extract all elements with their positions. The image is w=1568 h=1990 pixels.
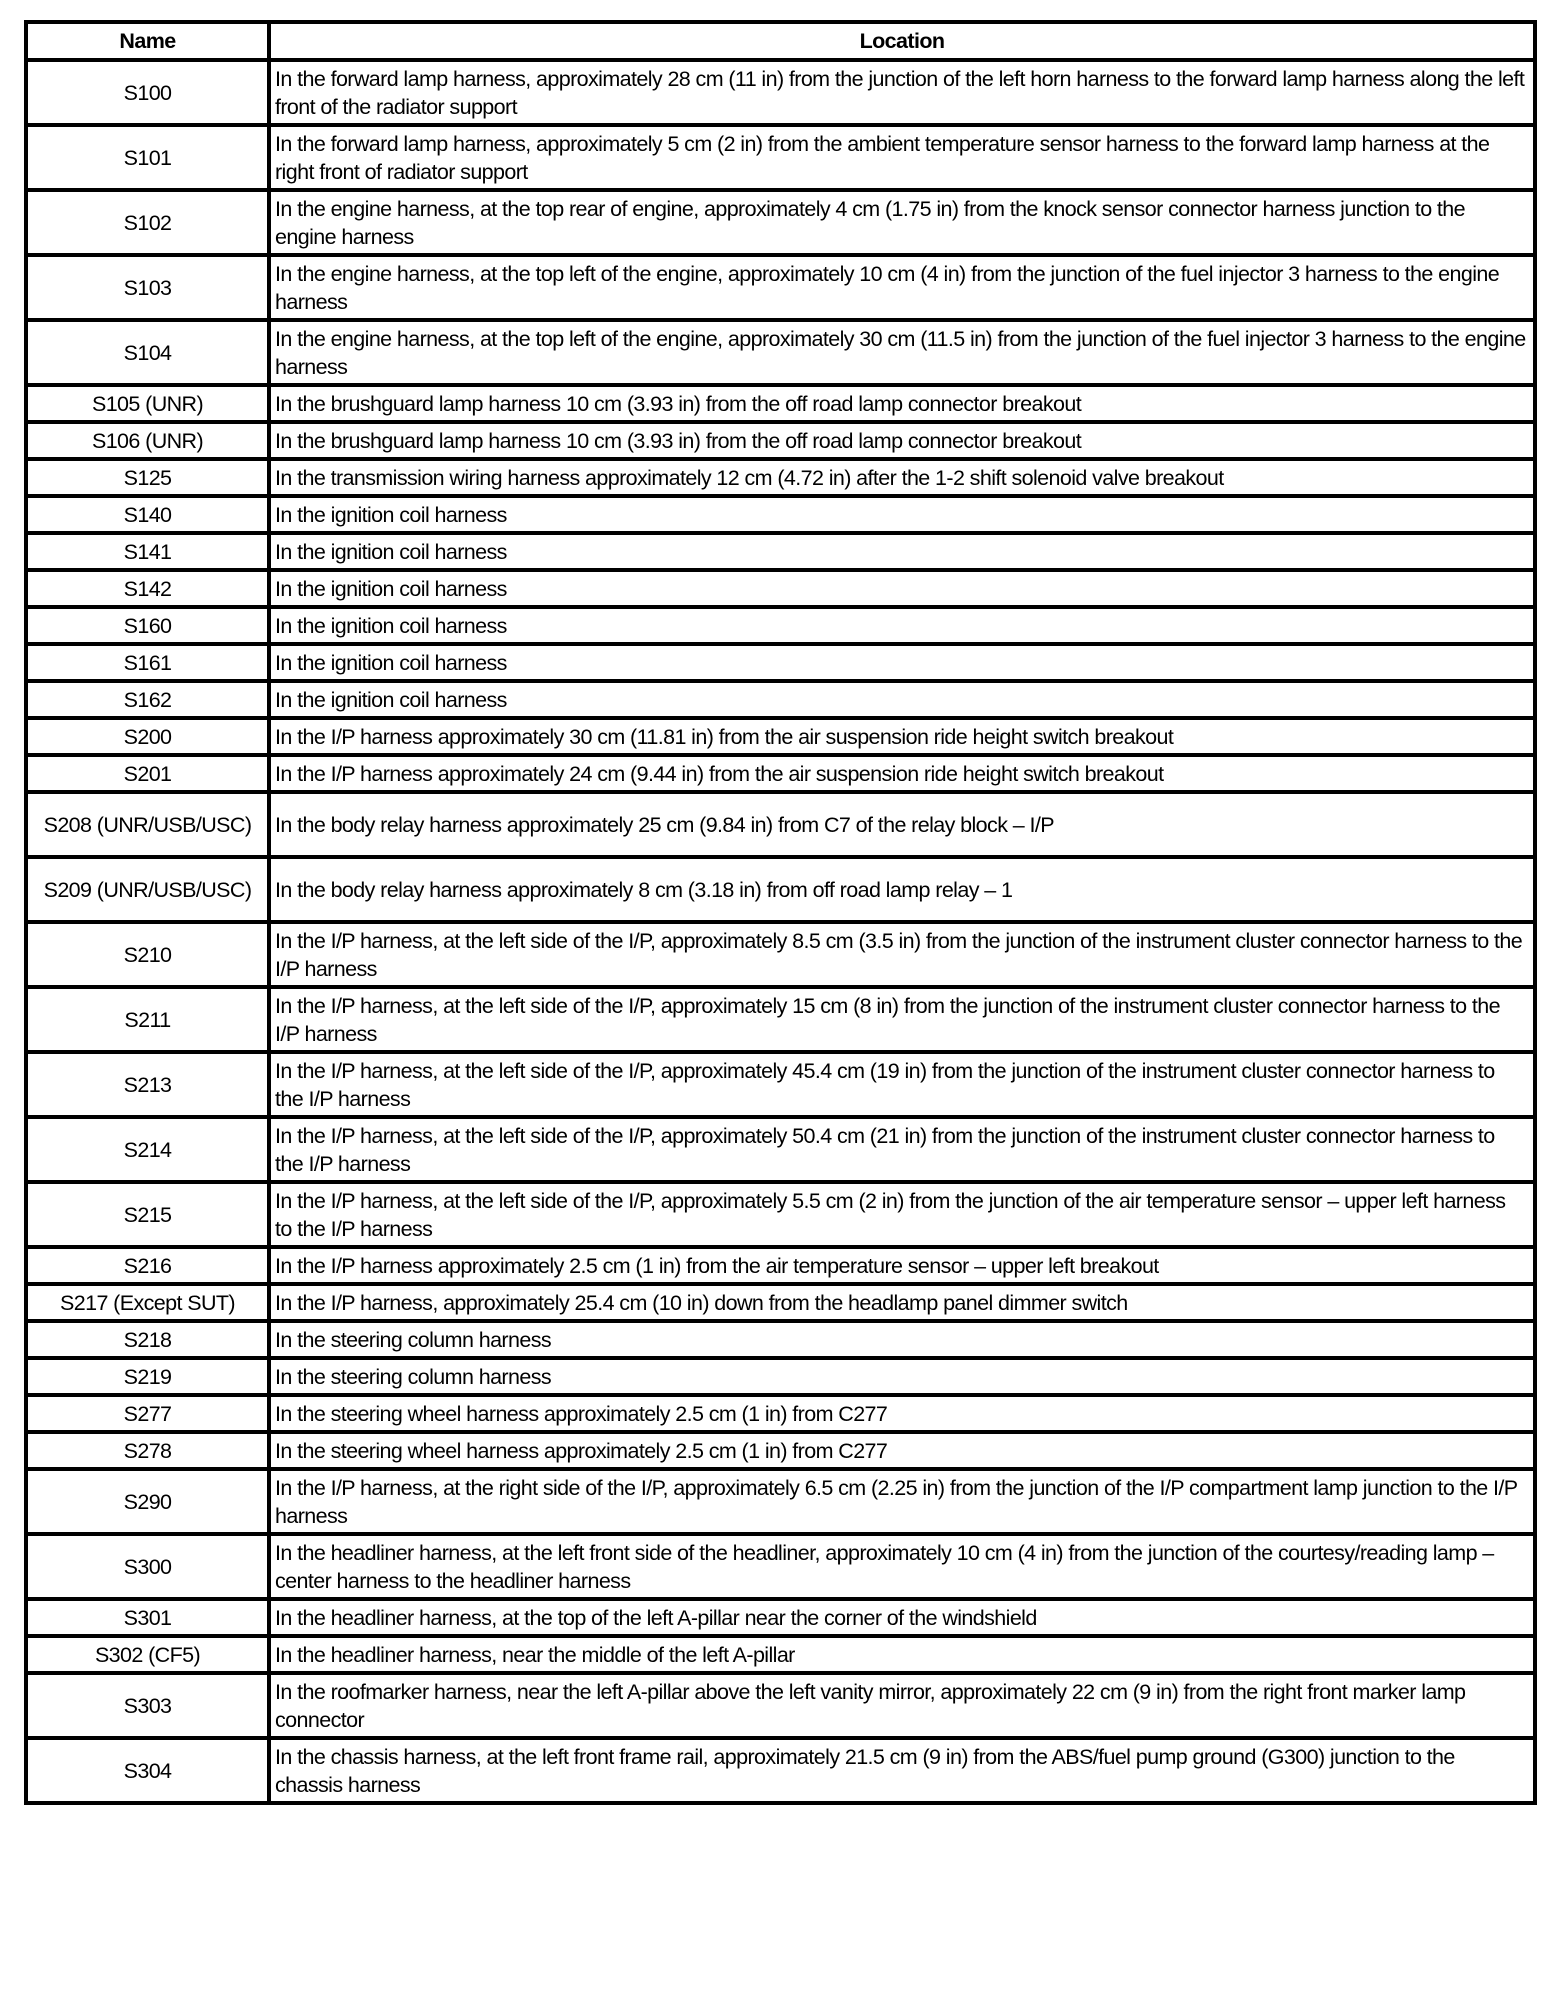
splice-name: S142 [26,570,269,607]
splice-location: In the ignition coil harness [269,570,1535,607]
splice-location: In the I/P harness approximately 2.5 cm (1 in) from the air temperature sensor – upper left breakout [269,1247,1535,1284]
splice-name: S213 [26,1052,269,1117]
table-row [26,1673,1535,1738]
splice-location: In the headliner harness, at the top of the left A-pillar near the corner of the windshield [269,1599,1535,1636]
splice-location-table [24,20,1537,1805]
splice-name: S105 (UNR) [26,385,269,422]
splice-name: S102 [26,190,269,255]
splice-name: S104 [26,320,269,385]
splice-location: In the forward lamp harness, approximately 5 cm (2 in) from the ambient temperature sensor harness to the forward lamp harness at the right front of radiator support [269,125,1535,190]
splice-location: In the roofmarker harness, near the left A-pillar above the left vanity mirror, approximately 22 cm (9 in) from the right front marker lamp connector [269,1673,1535,1738]
table-row [26,644,1535,681]
splice-location: In the I/P harness approximately 30 cm (11.81 in) from the air suspension ride height switch breakout [269,718,1535,755]
splice-name: S210 [26,922,269,987]
column-header-name: Name [26,22,269,60]
splice-name: S215 [26,1182,269,1247]
table-row [26,533,1535,570]
splice-location: In the steering wheel harness approximately 2.5 cm (1 in) from C277 [269,1432,1535,1469]
splice-name: S290 [26,1469,269,1534]
splice-name: S211 [26,987,269,1052]
table-body [26,60,1535,1803]
column-header-location: Location [269,22,1535,60]
splice-location: In the I/P harness, at the left side of the I/P, approximately 45.4 cm (19 in) from the junction of the instrument cluster connector harness to the I/P harness [269,1052,1535,1117]
splice-name: S101 [26,125,269,190]
table-row [26,1284,1535,1321]
splice-name: S278 [26,1432,269,1469]
splice-location: In the body relay harness approximately 8 cm (3.18 in) from off road lamp relay – 1 [269,857,1535,922]
splice-name: S214 [26,1117,269,1182]
table-row [26,496,1535,533]
splice-name: S219 [26,1358,269,1395]
splice-name: S303 [26,1673,269,1738]
table-row [26,385,1535,422]
splice-location: In the headliner harness, at the left front side of the headliner, approximately 10 cm (4 in) from the junction of the courtesy/reading lamp – center harness to the headliner harness [269,1534,1535,1599]
splice-location: In the steering column harness [269,1358,1535,1395]
table-row [26,607,1535,644]
splice-name: S218 [26,1321,269,1358]
table-row [26,792,1535,857]
splice-name: S209 (UNR/USB/USC) [26,857,269,922]
table-row [26,755,1535,792]
table-row [26,922,1535,987]
splice-location: In the engine harness, at the top left of the engine, approximately 30 cm (11.5 in) from the junction of the fuel injector 3 harness to the engine harness [269,320,1535,385]
splice-location: In the chassis harness, at the left front frame rail, approximately 21.5 cm (9 in) from the ABS/fuel pump ground (G300) junction to the chassis harness [269,1738,1535,1803]
table-row [26,681,1535,718]
splice-location: In the headliner harness, near the middle of the left A-pillar [269,1636,1535,1673]
splice-name: S201 [26,755,269,792]
splice-name: S217 (Except SUT) [26,1284,269,1321]
table-row [26,1052,1535,1117]
table-row [26,1247,1535,1284]
splice-location: In the I/P harness, at the left side of the I/P, approximately 5.5 cm (2 in) from the junction of the air temperature sensor – upper left harness to the I/P harness [269,1182,1535,1247]
splice-location: In the I/P harness approximately 24 cm (9.44 in) from the air suspension ride height switch breakout [269,755,1535,792]
splice-location: In the ignition coil harness [269,607,1535,644]
splice-location: In the I/P harness, at the right side of the I/P, approximately 6.5 cm (2.25 in) from the junction of the I/P compartment lamp junction to the I/P harness [269,1469,1535,1534]
splice-location: In the I/P harness, at the left side of the I/P, approximately 15 cm (8 in) from the junction of the instrument cluster connector harness to the I/P harness [269,987,1535,1052]
splice-location: In the steering wheel harness approximately 2.5 cm (1 in) from C277 [269,1395,1535,1432]
splice-location: In the body relay harness approximately 25 cm (9.84 in) from C7 of the relay block – I/P [269,792,1535,857]
splice-name: S141 [26,533,269,570]
table-row [26,1599,1535,1636]
splice-location: In the brushguard lamp harness 10 cm (3.93 in) from the off road lamp connector breakout [269,385,1535,422]
table-row [26,1358,1535,1395]
table-row [26,1738,1535,1803]
splice-location: In the I/P harness, approximately 25.4 cm (10 in) down from the headlamp panel dimmer switch [269,1284,1535,1321]
splice-location: In the transmission wiring harness approximately 12 cm (4.72 in) after the 1-2 shift solenoid valve breakout [269,459,1535,496]
splice-location: In the ignition coil harness [269,533,1535,570]
table-row [26,1432,1535,1469]
splice-name: S277 [26,1395,269,1432]
table-header-row [26,22,1535,60]
table-row [26,1182,1535,1247]
splice-name: S304 [26,1738,269,1803]
splice-location: In the ignition coil harness [269,644,1535,681]
table-row [26,255,1535,320]
splice-location: In the ignition coil harness [269,496,1535,533]
splice-location: In the steering column harness [269,1321,1535,1358]
splice-name: S200 [26,718,269,755]
splice-name: S302 (CF5) [26,1636,269,1673]
table-row [26,857,1535,922]
splice-location: In the ignition coil harness [269,681,1535,718]
table-row [26,1469,1535,1534]
table-row [26,1117,1535,1182]
splice-name: S160 [26,607,269,644]
table-row [26,987,1535,1052]
splice-name: S301 [26,1599,269,1636]
splice-location: In the I/P harness, at the left side of the I/P, approximately 8.5 cm (3.5 in) from the junction of the instrument cluster connector harness to the I/P harness [269,922,1535,987]
splice-name: S161 [26,644,269,681]
table-row [26,570,1535,607]
splice-location: In the brushguard lamp harness 10 cm (3.93 in) from the off road lamp connector breakout [269,422,1535,459]
table-row [26,190,1535,255]
splice-name: S216 [26,1247,269,1284]
table-row [26,1636,1535,1673]
table-row [26,1395,1535,1432]
splice-location: In the engine harness, at the top rear of engine, approximately 4 cm (1.75 in) from the knock sensor connector harness junction to the engine harness [269,190,1535,255]
splice-name: S106 (UNR) [26,422,269,459]
table-row [26,125,1535,190]
splice-name: S103 [26,255,269,320]
splice-name: S208 (UNR/USB/USC) [26,792,269,857]
table-row [26,320,1535,385]
splice-location: In the I/P harness, at the left side of the I/P, approximately 50.4 cm (21 in) from the junction of the instrument cluster connector harness to the I/P harness [269,1117,1535,1182]
table-row [26,422,1535,459]
table-row [26,718,1535,755]
table-row [26,459,1535,496]
splice-location: In the forward lamp harness, approximately 28 cm (11 in) from the junction of the left horn harness to the forward lamp harness along the left front of the radiator support [269,60,1535,125]
table-row [26,60,1535,125]
table-row [26,1321,1535,1358]
splice-name: S125 [26,459,269,496]
splice-name: S140 [26,496,269,533]
splice-name: S100 [26,60,269,125]
splice-name: S300 [26,1534,269,1599]
splice-location: In the engine harness, at the top left of the engine, approximately 10 cm (4 in) from the junction of the fuel injector 3 harness to the engine harness [269,255,1535,320]
splice-name: S162 [26,681,269,718]
table-row [26,1534,1535,1599]
